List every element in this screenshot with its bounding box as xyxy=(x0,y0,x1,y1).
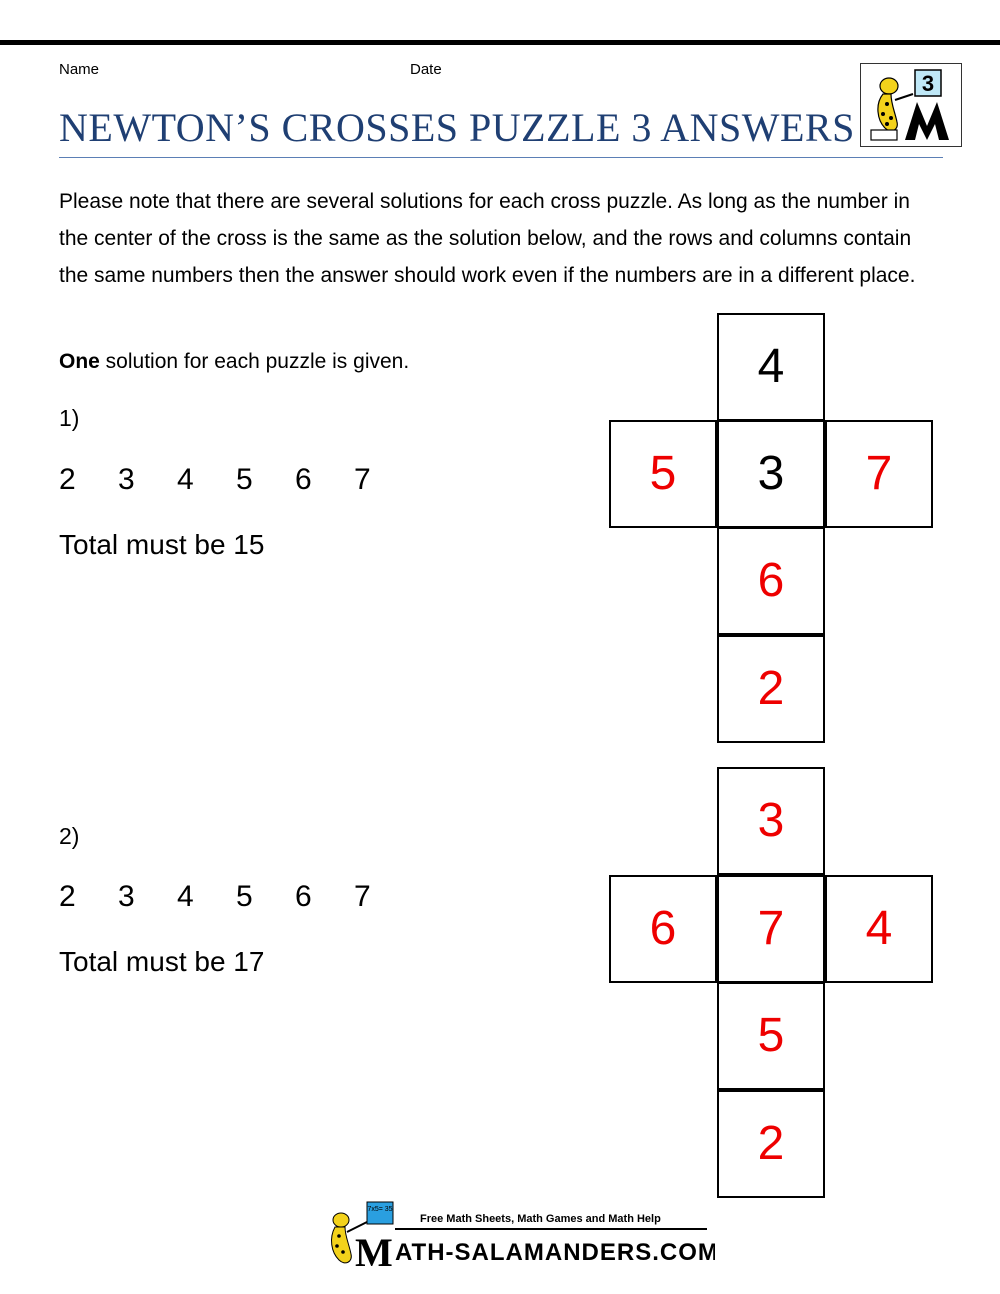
cross-cell-below-2: 2 xyxy=(717,1090,825,1198)
number-item: 3 xyxy=(118,880,135,913)
number-item: 5 xyxy=(236,463,253,496)
footer-logo xyxy=(325,1200,715,1272)
number-item: 4 xyxy=(177,880,194,913)
cross-cell-top: 3 xyxy=(717,767,825,875)
salamander-icon xyxy=(861,64,961,146)
top-rule xyxy=(0,40,1000,45)
number-item: 7 xyxy=(354,880,371,913)
name-label: Name xyxy=(59,61,100,78)
date-label: Date xyxy=(410,61,442,78)
cross-cell-below-1: 6 xyxy=(717,527,825,635)
footer-site: ATH-SALAMANDERS.COM xyxy=(395,1239,715,1266)
number-item: 7 xyxy=(354,463,371,496)
salamander-logo xyxy=(860,63,962,147)
footer-badge: 7x5= 35 xyxy=(367,1206,393,1213)
intro-paragraph: Please note that there are several solutions for each cross puzzle. As long as the number in the center of the cross is the same as the solution below, and the rows and columns contain the same numbers then the answer should work even if the numbers are in a different place. xyxy=(59,190,916,287)
cross-cell-center: 7 xyxy=(717,875,825,983)
puzzle-2-total: Total must be 17 xyxy=(59,946,265,977)
cross-cell-top: 4 xyxy=(717,313,825,421)
number-item: 3 xyxy=(118,463,135,496)
puzzle-2-label: 2) xyxy=(59,823,80,849)
cross-cell-left: 5 xyxy=(609,420,717,528)
puzzle-1-label: 1) xyxy=(59,405,80,431)
puzzle-1-numbers xyxy=(59,463,413,497)
page-title: NEWTON’S CROSSES PUZZLE 3 ANSWERS xyxy=(59,105,855,150)
cross-cell-right: 7 xyxy=(825,420,933,528)
note-bold: One xyxy=(59,350,100,373)
note-text: solution for each puzzle is given. xyxy=(99,350,410,373)
number-item: 2 xyxy=(59,880,76,913)
number-item: 2 xyxy=(59,463,76,496)
title-divider xyxy=(59,157,943,158)
grade-badge: 3 xyxy=(921,71,935,96)
footer-tagline: Free Math Sheets, Math Games and Math Help xyxy=(420,1213,661,1225)
cross-cell-left: 6 xyxy=(609,875,717,983)
number-item: 5 xyxy=(236,880,253,913)
cross-cell-center: 3 xyxy=(717,420,825,528)
solution-note xyxy=(59,350,409,374)
cross-cell-right: 4 xyxy=(825,875,933,983)
puzzle-2-numbers xyxy=(59,880,413,914)
cross-cell-below-1: 5 xyxy=(717,982,825,1090)
footer-site-initial: M xyxy=(355,1230,393,1272)
cross-cell-below-2: 2 xyxy=(717,635,825,743)
number-item: 6 xyxy=(295,880,312,913)
number-item: 4 xyxy=(177,463,194,496)
number-item: 6 xyxy=(295,463,312,496)
footer-salamander-icon xyxy=(325,1200,715,1272)
puzzle-1-total: Total must be 15 xyxy=(59,529,265,560)
